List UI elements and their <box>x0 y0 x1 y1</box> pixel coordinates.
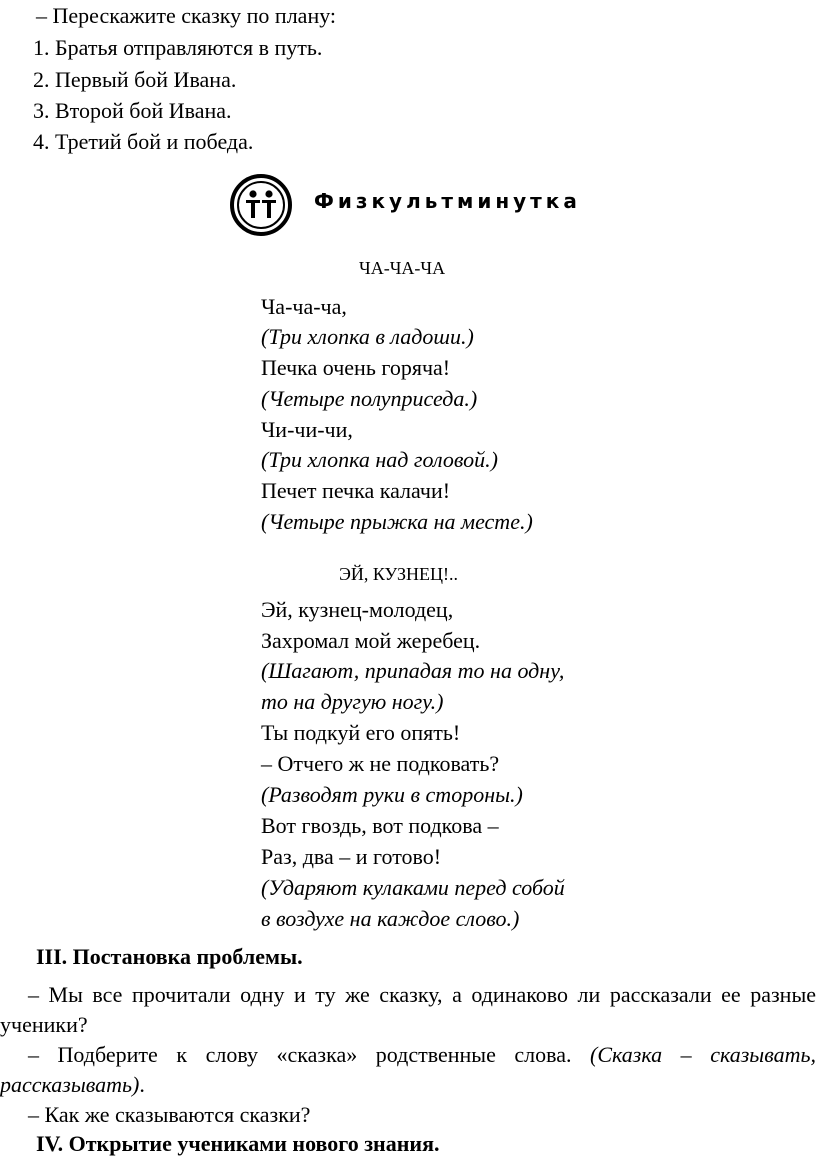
poem1-line-1: Ча-ча-ча, <box>261 294 347 319</box>
poem2-line-2: Захромал мой жеребец. <box>261 628 481 653</box>
poem1-line-7: Печет печка калачи! <box>261 478 451 503</box>
plan-intro: – Перескажите сказку по плану: <box>36 3 337 28</box>
section3-para-2-end: . <box>139 1072 145 1097</box>
poem2-line-1: Эй, кузнец-молодец, <box>261 597 454 622</box>
poem2-title: ЭЙ, КУЗНЕЦ!.. <box>339 564 459 584</box>
poem1-line-3: Печка очень горяча! <box>261 355 451 380</box>
poem2-line-5: Ты подкуй его опять! <box>261 720 461 745</box>
plan-item-2: 2. Первый бой Ивана. <box>33 67 237 92</box>
poem2-line-3: (Шагают, припадая то на одну, <box>261 658 565 683</box>
poem2-line-9: Раз, два – и готово! <box>261 844 442 869</box>
poem1-title: ЧА-ЧА-ЧА <box>359 258 446 278</box>
section4-heading: IV. Открытие учениками нового знания. <box>36 1131 440 1156</box>
section3-para-1: – Мы все прочитали одну и ту же сказку, а одинаково ли рассказали ее разные ученики? <box>0 982 816 1037</box>
poem2-line-10: (Ударяют кулаками перед собой <box>261 875 565 900</box>
poem2-line-8: Вот гвоздь, вот подкова – <box>261 813 499 838</box>
section3-para-3: – Как же сказываются сказки? <box>28 1102 311 1127</box>
poem1-line-6: (Три хлопка над головой.) <box>261 447 498 472</box>
section3-para-2 <box>0 1040 816 1100</box>
poem2-line-4: то на другую ногу.) <box>261 689 444 714</box>
section3-body <box>0 980 816 1130</box>
poem2-line-11: в воздухе на каждое слово.) <box>261 906 520 931</box>
poem2-line-6: – Отчего ж не подковать? <box>261 751 500 776</box>
plan-item-3: 3. Второй бой Ивана. <box>33 98 232 123</box>
two-children-in-circle-icon <box>229 173 293 237</box>
fizkult-title: Физкультминутка <box>314 189 581 213</box>
section3-para-2-italic: (Сказка – сказывать, рассказывать) <box>0 1042 816 1097</box>
section3-para-2-text: – Подберите к слову «сказка» родственные слова. <box>28 1042 591 1067</box>
plan-item-4: 4. Третий бой и победа. <box>33 129 254 154</box>
poem1-line-8: (Четыре прыжка на месте.) <box>261 509 533 534</box>
section3-heading: III. Постановка проблемы. <box>36 944 303 969</box>
poem1-line-4: (Четыре полуприседа.) <box>261 386 478 411</box>
poem1-line-2: (Три хлопка в ладоши.) <box>261 324 474 349</box>
poem2-line-7: (Разводят руки в стороны.) <box>261 782 523 807</box>
poem1-line-5: Чи-чи-чи, <box>261 417 353 442</box>
plan-item-1: 1. Братья отправляются в путь. <box>33 35 323 60</box>
